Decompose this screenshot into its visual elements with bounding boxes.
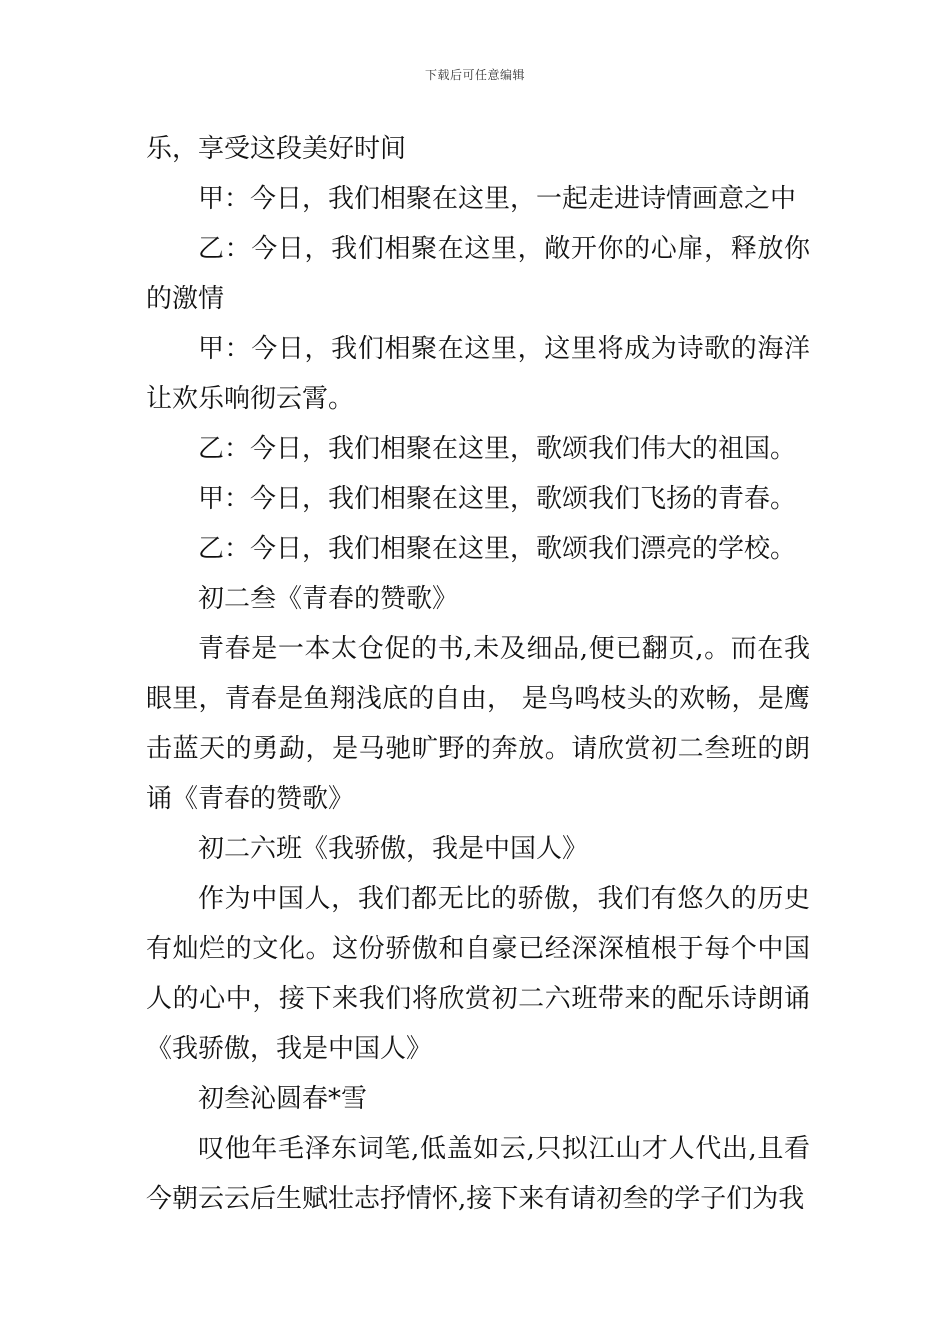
section-heading-3: 初叁沁圆春*雪 bbox=[198, 1084, 368, 1114]
paragraph-6: 甲：今日，我们相聚在这里，歌颂我们飞扬的青春。 bbox=[198, 484, 797, 514]
paragraph-4: 甲：今日，我们相聚在这里，这里将成为诗歌的海洋让欢乐响彻云霄。 bbox=[146, 334, 810, 414]
section-heading-1: 初二叁《青春的赞歌》 bbox=[198, 584, 459, 614]
document-body bbox=[146, 124, 810, 1224]
paragraph-13: 叹他年毛泽东词笔,低盖如云,只拟江山才人代出,且看今朝云云后生赋壮志抒情怀,接下来有请初叁的学子们为我 bbox=[146, 1134, 810, 1214]
section-heading-2: 初二六班《我骄傲，我是中国人》 bbox=[198, 834, 589, 864]
paragraph-2: 甲：今日，我们相聚在这里，一起走进诗情画意之中 bbox=[198, 184, 797, 214]
paragraph-9: 青春是一本太仓促的书,未及细品,便已翻页,。而在我眼里，青春是鱼翔浅底的自由， 是鸟鸣枝头的欢畅，是鹰击蓝天的勇勐，是马驰旷野的奔放。请欣赏初二叁班的朗诵《青春的赞歌》 bbox=[146, 634, 810, 814]
paragraph-1: 乐，享受这段美好时间 bbox=[146, 134, 407, 164]
page-header: 下载后可任意编辑 bbox=[424, 68, 525, 82]
paragraph-3: 乙：今日，我们相聚在这里，敞开你的心扉，释放你的激情 bbox=[146, 234, 810, 314]
paragraph-11: 作为中国人，我们都无比的骄傲，我们有悠久的历史有灿烂的文化。这份骄傲和自豪已经深深植根于每个中国人的心中，接下来我们将欣赏初二六班带来的配乐诗朗诵《我骄傲，我是中国人》 bbox=[146, 884, 810, 1064]
paragraph-5: 乙：今日，我们相聚在这里，歌颂我们伟大的祖国。 bbox=[198, 434, 797, 464]
paragraph-7: 乙：今日，我们相聚在这里，歌颂我们漂亮的学校。 bbox=[198, 534, 797, 564]
